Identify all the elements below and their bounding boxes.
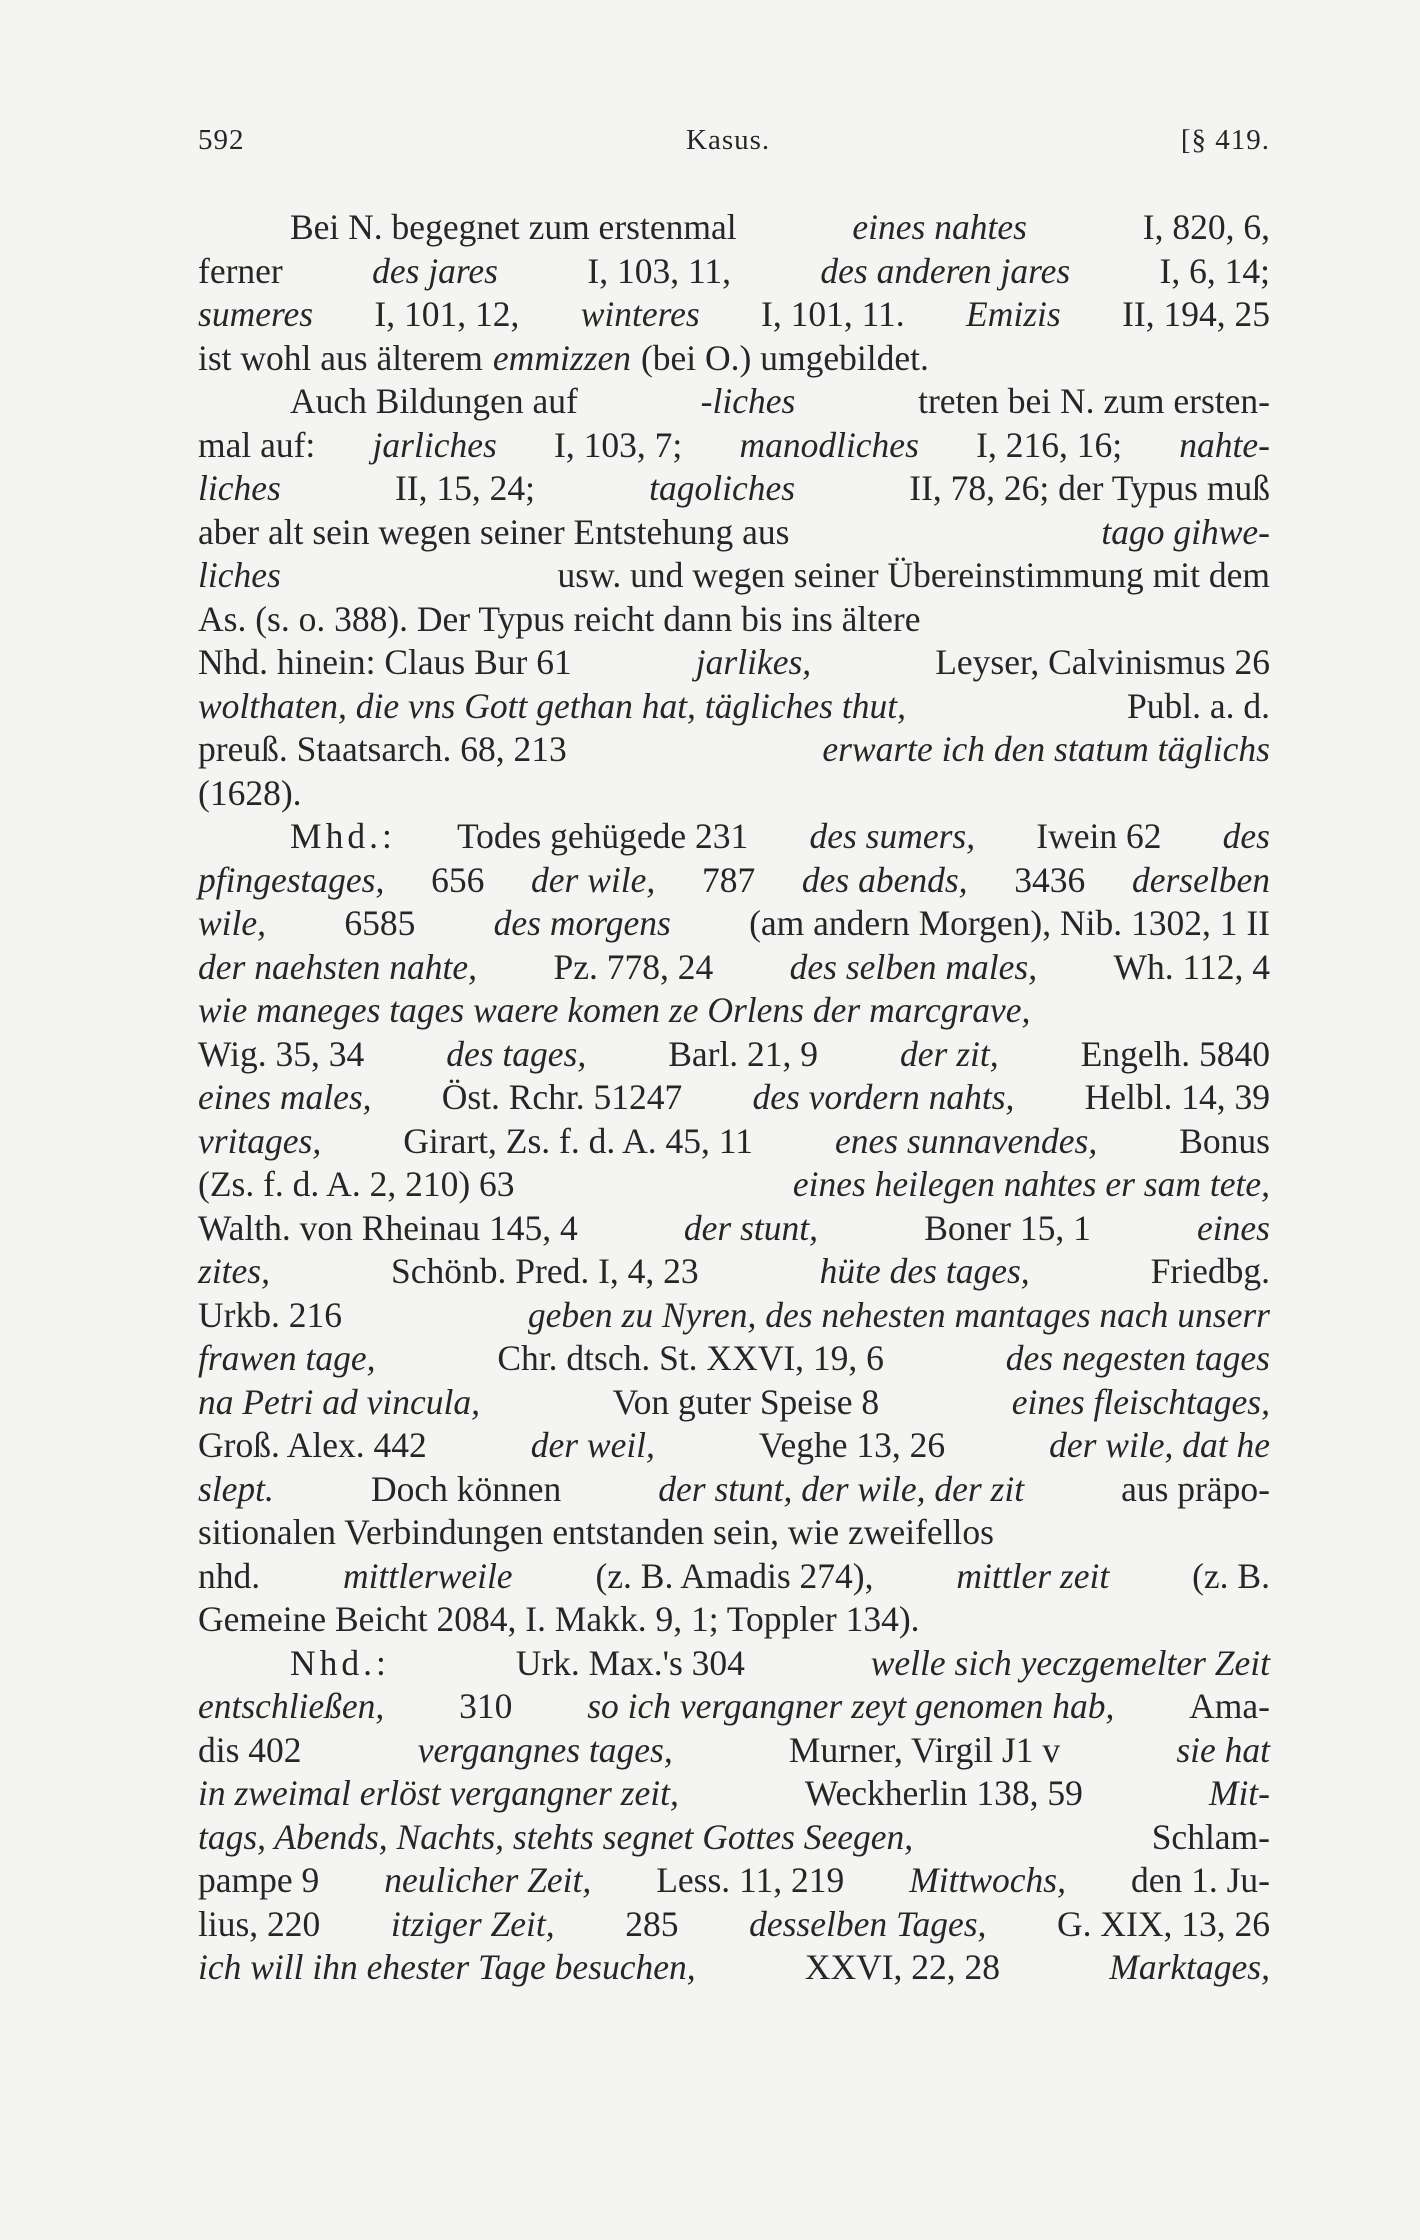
text-segment: Von guter Speise 8: [612, 1381, 880, 1422]
section-number: [§ 419.: [1180, 124, 1270, 156]
text-segment: 310: [459, 1686, 513, 1726]
italic-text-segment: -liches: [700, 381, 796, 421]
text-segment: G. XIX, 13, 26: [1057, 1903, 1270, 1944]
text-segment: sitionalen Verbindungen entstanden sein, wie zweifellos: [198, 1512, 994, 1552]
italic-text-segment: frawen tage,: [198, 1338, 376, 1378]
text-segment: 656: [431, 859, 485, 900]
italic-text-segment: neulicher Zeit,: [384, 1860, 592, 1900]
text-line: [198, 511, 1270, 555]
text-segment: Gemeine Beicht 2084, I. Makk. 9, 1; Toppler 134).: [198, 1599, 920, 1639]
text-segment: Publ. a. d.: [1127, 685, 1270, 726]
italic-text-segment: vritages,: [198, 1120, 322, 1161]
italic-text-segment: nahte-: [1179, 424, 1270, 465]
italic-text-segment: Emizis: [966, 294, 1061, 334]
text-line: [198, 1598, 1270, 1642]
text-line: [198, 1555, 1270, 1599]
text-line: [198, 1859, 1270, 1903]
text-segment: (z. B. Amadis 274),: [595, 1555, 874, 1596]
text-segment: I, 103, 7;: [554, 424, 683, 465]
text-line: [198, 598, 1270, 642]
text-segment: 6585: [344, 903, 416, 943]
text-segment: Veghe 13, 26: [758, 1425, 946, 1465]
italic-text-segment: der stunt, der wile, der zit: [658, 1468, 1025, 1509]
italic-text-segment: der zit,: [900, 1033, 999, 1074]
text-line: [198, 1250, 1270, 1294]
text-line: [198, 206, 1270, 250]
italic-text-segment: mittlerweile: [342, 1555, 513, 1596]
italic-text-segment: des sumers,: [809, 816, 976, 856]
italic-text-segment: erwarte ich den statum täglichs: [822, 729, 1270, 769]
italic-text-segment: ich will ihn ehester Tage besuchen,: [198, 1947, 696, 1987]
text-line: [198, 337, 1270, 381]
text-segment: aber alt sein wegen seiner Entstehung aus: [198, 511, 790, 552]
text-line: [198, 859, 1270, 903]
running-title: Kasus.: [686, 124, 771, 156]
italic-text-segment: sumeres: [198, 294, 314, 334]
text-segment: Groß. Alex. 442: [198, 1425, 427, 1465]
text-segment: Pz. 778, 24: [553, 946, 714, 987]
text-segment: Urkb. 216: [198, 1294, 342, 1335]
text-segment: Leyser, Calvinismus 26: [935, 642, 1270, 682]
italic-text-segment: jarlikes,: [695, 642, 812, 682]
italic-text-segment: sie hat: [1176, 1729, 1270, 1770]
text-segment: II, 15, 24;: [394, 468, 535, 508]
text-segment: I, 216, 16;: [976, 424, 1123, 465]
italic-text-segment: wile,: [198, 903, 267, 943]
text-segment: 3436: [1014, 859, 1086, 900]
italic-text-segment: pfingestages,: [198, 859, 385, 900]
text-segment: preuß. Staatsarch. 68, 213: [198, 729, 567, 769]
italic-text-segment: geben zu Nyren, des nehesten mantages nach unserr: [527, 1294, 1270, 1335]
text-line: [198, 902, 1270, 946]
italic-text-segment: wie maneges tages waere komen ze Orlens der marcgrave,: [198, 990, 1031, 1030]
italic-text-segment: zites,: [198, 1251, 270, 1291]
text-segment: nhd.: [198, 1555, 261, 1596]
italic-text-segment: manodliches: [739, 424, 919, 465]
text-segment: Bonus: [1179, 1120, 1270, 1161]
text-line: [198, 1424, 1270, 1468]
italic-text-segment: tagoliches: [649, 468, 796, 508]
italic-text-segment: des negesten tages: [1005, 1338, 1270, 1378]
text-segment: I, 103, 11,: [587, 250, 732, 291]
text-line: [198, 641, 1270, 685]
text-segment: XXVI, 22, 28: [804, 1947, 1001, 1987]
text-segment: I, 101, 11.: [761, 294, 905, 334]
text-segment: Less. 11, 219: [656, 1860, 845, 1900]
italic-text-segment: mittler zeit: [956, 1555, 1110, 1596]
text-segment: Doch können: [370, 1468, 562, 1509]
text-segment: (Zs. f. d. A. 2, 210) 63: [198, 1164, 515, 1204]
text-segment: den 1. Ju-: [1130, 1860, 1270, 1900]
text-line: [198, 1685, 1270, 1729]
italic-text-segment: enes sunnavendes,: [834, 1120, 1098, 1161]
italic-text-segment: tags, Abends, Nachts, stehts segnet Gottes Seegen,: [198, 1816, 914, 1857]
text-line: [198, 989, 1270, 1033]
text-line: [198, 1511, 1270, 1555]
italic-text-segment: tago gihwe-: [1101, 511, 1270, 552]
text-segment: Schlam-: [1151, 1816, 1270, 1857]
text-line: [198, 467, 1270, 511]
italic-text-segment: des morgens: [493, 903, 671, 943]
text-segment: Urk. Max.'s 304: [515, 1642, 745, 1683]
text-line: [198, 380, 1270, 424]
text-segment: Wh. 112, 4: [1113, 946, 1270, 987]
text-segment: treten bei N. zum ersten-: [918, 381, 1270, 421]
text-segment: Weckherlin 138, 59: [804, 1773, 1083, 1813]
text-line: [198, 1163, 1270, 1207]
text-segment: II, 78, 26; der Typus muß: [909, 468, 1270, 508]
text-segment: ferner: [198, 250, 283, 291]
italic-text-segment: Mittwochs,: [909, 1860, 1066, 1900]
italic-text-segment: entschließen,: [198, 1686, 385, 1726]
text-segment: Todes gehügede 231: [456, 816, 749, 856]
text-segment: dis 402: [198, 1729, 302, 1770]
text-segment: (1628).: [198, 772, 302, 813]
text-line: [198, 1120, 1270, 1164]
italic-text-segment: des anderen jares: [820, 250, 1071, 291]
text-line: [198, 728, 1270, 772]
text-line: [198, 250, 1270, 294]
text-line: [198, 685, 1270, 729]
text-segment: Schönb. Pred. I, 4, 23: [391, 1251, 699, 1291]
text-segment: Chr. dtsch. St. XXVI, 19, 6: [497, 1338, 884, 1378]
text-segment: Ama-: [1189, 1686, 1270, 1726]
text-line: [198, 1946, 1270, 1990]
text-line: [198, 815, 1270, 859]
italic-text-segment: liches: [198, 468, 281, 508]
text-line: [198, 1772, 1270, 1816]
text-segment: 285: [625, 1903, 679, 1944]
text-segment: Helbl. 14, 39: [1084, 1077, 1270, 1117]
text-segment: (am andern Morgen), Nib. 1302, 1 II: [749, 903, 1270, 943]
text-segment: II, 194, 25: [1122, 294, 1270, 334]
italic-text-segment: na Petri ad vincula,: [198, 1381, 480, 1422]
italic-text-segment: vergangnes tages,: [417, 1729, 673, 1770]
text-line: [198, 1033, 1270, 1077]
text-segment: Boner 15, 1: [924, 1207, 1091, 1248]
body-text: [198, 206, 1270, 1990]
text-segment: Murner, Virgil J1 v: [788, 1729, 1061, 1770]
text-segment: Nhd.:: [290, 1642, 390, 1683]
text-line: [198, 1729, 1270, 1773]
text-segment: (z. B.: [1192, 1555, 1270, 1596]
italic-text-segment: des selben males,: [789, 946, 1038, 987]
text-line: [198, 424, 1270, 468]
text-segment: Wig. 35, 34: [198, 1033, 365, 1074]
italic-text-segment: der weil,: [530, 1425, 655, 1465]
italic-text-segment: emmizzen: [492, 337, 631, 378]
italic-text-segment: hüte des tages,: [819, 1251, 1030, 1291]
text-segment: Auch Bildungen auf: [290, 381, 578, 421]
italic-text-segment: in zweimal erlöst vergangner zeit,: [198, 1773, 679, 1813]
text-segment: Mhd.:: [290, 816, 396, 856]
text-segment: Bei N. begegnet zum erstenmal: [290, 207, 737, 247]
italic-text-segment: derselben: [1131, 859, 1270, 900]
text-segment: I, 820, 6,: [1142, 207, 1270, 247]
italic-text-segment: eines nahtes: [852, 207, 1027, 247]
italic-text-segment: eines heilegen nahtes er sam tete,: [792, 1164, 1270, 1204]
italic-text-segment: eines: [1197, 1207, 1270, 1248]
italic-text-segment: der wile, dat he: [1049, 1425, 1270, 1465]
text-line: [198, 1642, 1270, 1686]
italic-text-segment: jarliches: [372, 424, 497, 465]
italic-text-segment: welle sich yeczgemelter Zeit: [870, 1642, 1270, 1683]
italic-text-segment: Marktages,: [1109, 1947, 1270, 1987]
text-segment: Walth. von Rheinau 145, 4: [198, 1207, 578, 1248]
text-segment: Friedbg.: [1150, 1251, 1270, 1291]
text-line: [198, 946, 1270, 990]
italic-text-segment: des vordern nahts,: [752, 1077, 1015, 1117]
text-segment: Engelh. 5840: [1080, 1033, 1270, 1074]
italic-text-segment: wolthaten, die vns Gott gethan hat, tägliches thut,: [198, 685, 906, 726]
text-segment: pampe 9: [198, 1860, 320, 1900]
italic-text-segment: desselben Tages,: [749, 1903, 987, 1944]
text-line: [198, 1381, 1270, 1425]
italic-text-segment: winteres: [580, 294, 700, 334]
italic-text-segment: des tages,: [446, 1033, 587, 1074]
italic-text-segment: der stunt,: [683, 1207, 819, 1248]
text-segment: (bei O.) umgebildet.: [640, 337, 929, 378]
text-segment: usw. und wegen seiner Übereinstimmung mit dem: [557, 555, 1270, 595]
text-line: [198, 293, 1270, 337]
italic-text-segment: der wile,: [531, 859, 656, 900]
text-segment: Barl. 21, 9: [668, 1033, 819, 1074]
italic-text-segment: liches: [198, 555, 281, 595]
text-segment: mal auf:: [198, 424, 316, 465]
text-line: [198, 1294, 1270, 1338]
text-line: [198, 1816, 1270, 1860]
text-line: [198, 1468, 1270, 1512]
italic-text-segment: slept.: [198, 1468, 274, 1509]
italic-text-segment: itziger Zeit,: [390, 1903, 555, 1944]
text-segment: Iwein 62: [1036, 816, 1162, 856]
text-line: [198, 1903, 1270, 1947]
italic-text-segment: des: [1222, 816, 1270, 856]
text-segment: aus präpo-: [1121, 1468, 1270, 1509]
text-line: [198, 1076, 1270, 1120]
italic-text-segment: eines fleischtages,: [1011, 1381, 1270, 1422]
italic-text-segment: des jares: [372, 250, 498, 291]
text-segment: lius, 220: [198, 1903, 321, 1944]
running-head: [198, 124, 1270, 168]
italic-text-segment: der naehsten nahte,: [198, 946, 478, 987]
italic-text-segment: eines males,: [198, 1077, 372, 1117]
text-segment: ist wohl aus älterem: [198, 337, 483, 378]
text-segment: I, 6, 14;: [1159, 250, 1270, 291]
text-segment: Girart, Zs. f. d. A. 45, 11: [403, 1120, 753, 1161]
text-segment: As. (s. o. 388). Der Typus reicht dann bis ins ältere: [198, 598, 921, 639]
text-segment: Nhd. hinein: Claus Bur 61: [198, 642, 572, 682]
text-segment: 787: [701, 859, 756, 900]
italic-text-segment: so ich vergangner zeyt genomen hab,: [587, 1686, 1115, 1726]
text-line: [198, 554, 1270, 598]
text-line: [198, 772, 1270, 816]
text-line: [198, 1207, 1270, 1251]
text-line: [198, 1337, 1270, 1381]
italic-text-segment: Mit-: [1208, 1773, 1270, 1813]
page-number: 592: [198, 124, 245, 156]
text-segment: I, 101, 12,: [374, 294, 520, 334]
text-segment: Öst. Rchr. 51247: [441, 1077, 683, 1117]
italic-text-segment: des abends,: [801, 859, 968, 900]
